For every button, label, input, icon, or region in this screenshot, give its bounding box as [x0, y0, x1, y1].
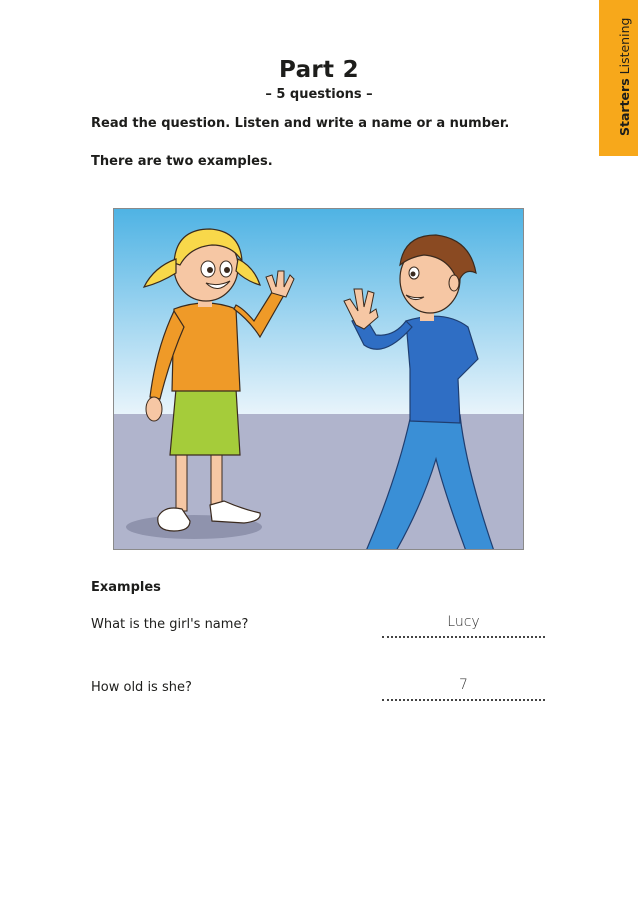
- example-question-1: What is the girl's name?: [91, 617, 249, 632]
- examples-note: There are two examples.: [91, 154, 273, 169]
- example-answer-2: 7: [459, 677, 468, 693]
- example-answer-line-2: [382, 683, 545, 701]
- scene-picture: [113, 208, 524, 550]
- page-subtitle: – 5 questions –: [265, 87, 373, 102]
- examples-heading: Examples: [91, 580, 161, 595]
- side-tab-level: Starters: [617, 78, 632, 136]
- page-title: Part 2: [279, 57, 359, 83]
- example-question-2: How old is she?: [91, 680, 192, 695]
- side-tab-paper: Listening: [617, 17, 632, 75]
- example-answer-line-1: [382, 620, 545, 638]
- example-answer-1: Lucy: [447, 614, 480, 630]
- instruction-text: Read the question. Listen and write a name or a number.: [91, 116, 510, 131]
